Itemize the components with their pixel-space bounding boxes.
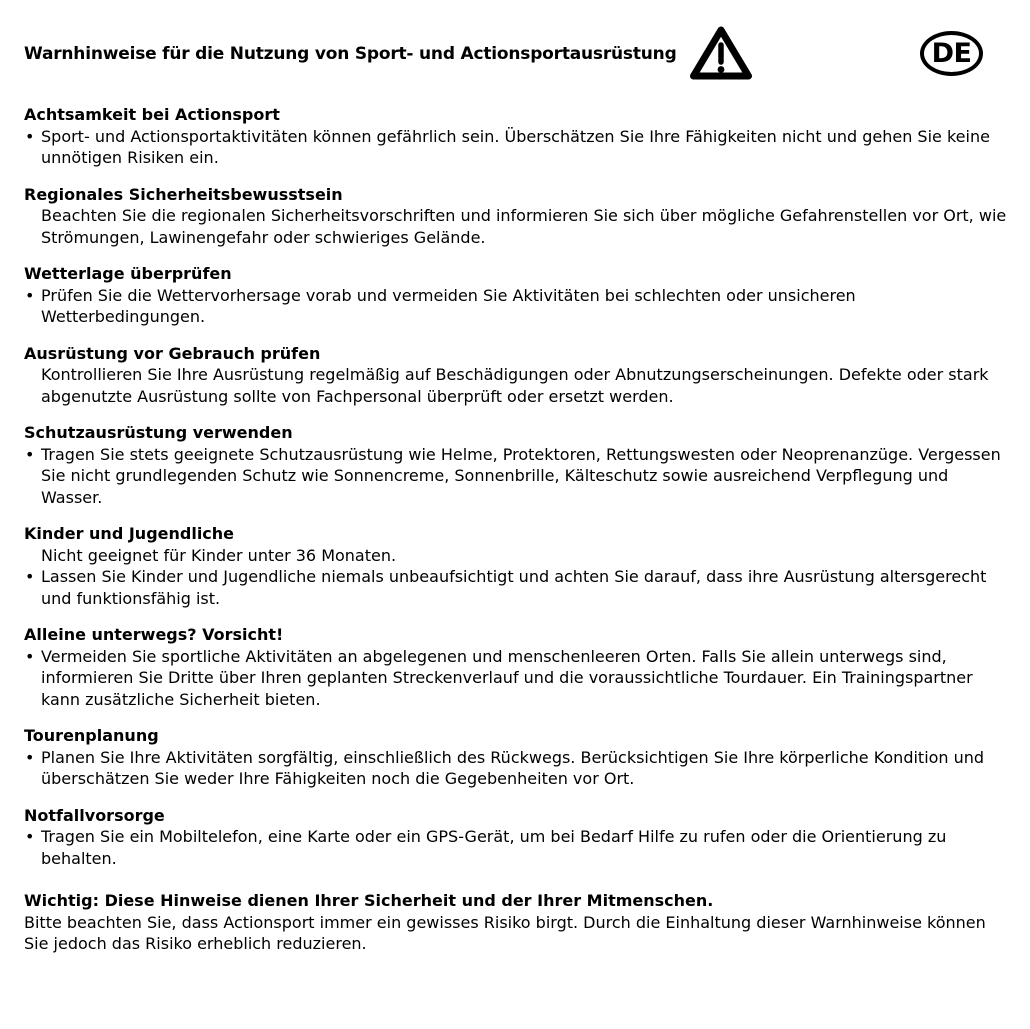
bullet-icon: • — [25, 567, 35, 586]
language-badge — [920, 31, 983, 76]
closing-heading: Wichtig: Diese Hinweise dienen Ihrer Sicherheit und der Ihrer Mitmenschen. — [24, 891, 714, 910]
bullet-item — [24, 126, 1014, 169]
bullet-item — [24, 444, 1014, 509]
section-heading: Alleine unterwegs? Vorsicht! — [24, 625, 284, 644]
section-alleine-unterwegs — [24, 624, 1014, 710]
item-text: Beachten Sie die regionalen Sicherheitsvorschriften und informieren Sie sich über mögliche Gefahrenstellen vor Ort, wie Strömungen, Lawinengefahr oder schwieriges Gelände. — [41, 206, 1007, 247]
bullet-icon: • — [25, 646, 35, 666]
bullet-item — [24, 646, 1014, 711]
page-title: Warnhinweise für die Nutzung von Sport- und Actionsportausrüstung — [24, 44, 677, 64]
indented-item — [24, 205, 1014, 248]
section-tourenplanung — [24, 725, 1014, 790]
closing-text: Bitte beachten Sie, dass Actionsport immer ein gewisses Risiko birgt. Durch die Einhaltung dieser Warnhinweise können Sie jedoch das Risiko erheblich reduzieren. — [24, 912, 986, 953]
warning-triangle-icon — [689, 25, 753, 82]
section-heading: Notfallvorsorge — [24, 805, 165, 825]
bullet-item — [24, 826, 1014, 869]
bullet-icon: • — [25, 444, 35, 464]
indented-item — [24, 364, 1014, 407]
item-text: Vermeiden Sie sportliche Aktivitäten an abgelegenen und menschenleeren Orten. Falls Sie allein unterwegs sind, informieren Sie Dritte über Ihren geplanten Streckenverlauf und die voraussichtliche Tourdauer. Ein Trainingspartner kann zusätzliche Sicherheit bieten. — [41, 646, 973, 709]
document-body — [24, 104, 1014, 955]
section-heading: Tourenplanung — [24, 726, 159, 745]
item-text: Lassen Sie Kinder und Jugendliche niemals unbeaufsichtigt und achten Sie darauf, dass ihre Ausrüstung altersgerecht und funktionsfähig ist. — [41, 567, 987, 608]
item-text: Tragen Sie stets geeignete Schutzausrüstung wie Helme, Protektoren, Rettungswesten oder Neoprenanzüge. Vergessen Sie nicht grundlegenden Schutz wie Sonnencreme, Sonnenbrille, Kälteschutz sowie ausreichend Verpflegung und Wasser. — [41, 444, 1001, 507]
bullet-icon: • — [25, 285, 35, 305]
section-achtsamkeit — [24, 104, 1014, 169]
section-heading: Regionales Sicherheitsbewusstsein — [24, 184, 343, 204]
item-text: Planen Sie Ihre Aktivitäten sorgfältig, einschließlich des Rückwegs. Berücksichtigen Sie Ihre körperliche Kondition und überschätzen Sie weder Ihre Fähigkeiten noch die Gegebenheiten vor Ort. — [41, 747, 985, 788]
item-text: Nicht geeignet für Kinder unter 36 Monaten. — [41, 545, 397, 565]
item-text: Tragen Sie ein Mobiltelefon, eine Karte oder ein GPS-Gerät, um bei Bedarf Hilfe zu rufen oder die Orientierung zu behalten. — [41, 827, 947, 868]
section-ausruestung — [24, 343, 1014, 408]
section-heading: Schutzausrüstung verwenden — [24, 423, 293, 442]
indented-item — [24, 545, 1014, 567]
bullet-item — [24, 285, 1014, 328]
item-text: Kontrollieren Sie Ihre Ausrüstung regelmäßig auf Beschädigungen oder Abnutzungserscheinungen. Defekte oder stark abgenutzte Ausrüstung sollte von Fachpersonal überprüft oder ersetzt werden. — [41, 365, 989, 406]
section-regionales — [24, 184, 1014, 249]
bullet-icon: • — [25, 126, 35, 146]
item-text: Prüfen Sie die Wettervorhersage vorab und vermeiden Sie Aktivitäten bei schlechten oder unsicheren Wetterbedingungen. — [41, 285, 856, 326]
section-heading: Wetterlage überprüfen — [24, 264, 232, 283]
section-heading: Ausrüstung vor Gebrauch prüfen — [24, 343, 321, 363]
closing-note — [24, 890, 1014, 955]
section-kinder — [24, 523, 1014, 609]
section-wetterlage — [24, 263, 1014, 328]
bullet-icon: • — [25, 747, 35, 767]
item-text: Sport- und Actionsportaktivitäten können gefährlich sein. Überschätzen Sie Ihre Fähigkeiten nicht und gehen Sie keine unnötigen Risiken ein. — [41, 126, 990, 167]
section-heading: Achtsamkeit bei Actionsport — [24, 105, 280, 124]
section-notfallvorsorge — [24, 805, 1014, 870]
section-heading: Kinder und Jugendliche — [24, 524, 235, 543]
language-badge-label: DE — [931, 38, 972, 69]
bullet-item — [24, 566, 1014, 609]
bullet-icon: • — [25, 827, 35, 846]
bullet-item — [24, 747, 1014, 790]
section-schutzausruestung — [24, 422, 1014, 508]
